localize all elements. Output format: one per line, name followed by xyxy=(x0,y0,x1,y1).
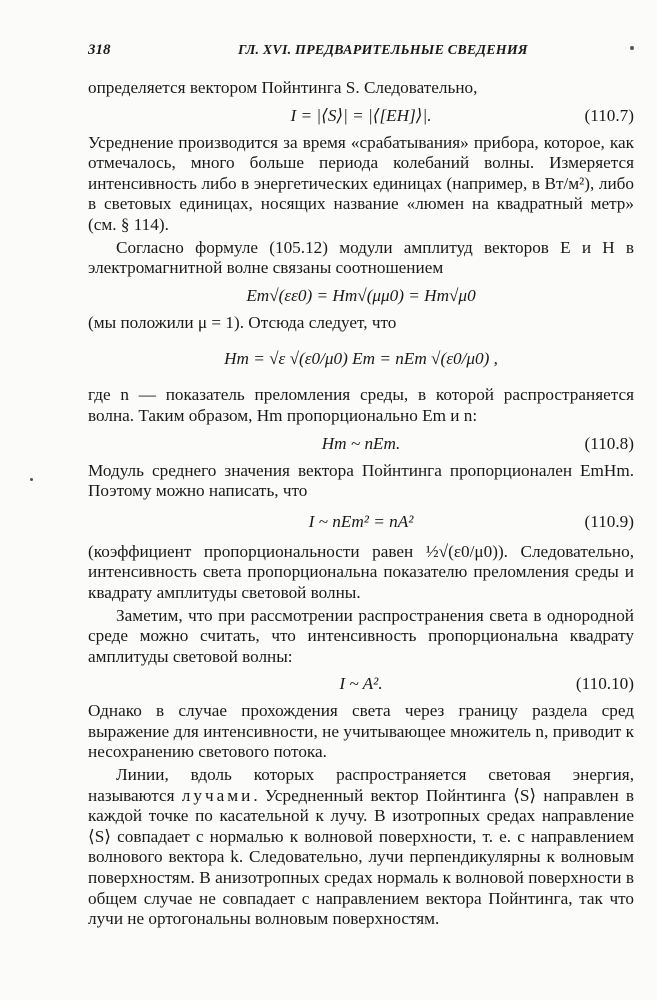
paragraph-2: Усреднение производится за время «срабатывания» прибора, которое, как отмечалось, много больше периода колебаний волны. Измеряется интенсивность либо в энергетических единицах (например, в Вт/м²), либо в световых единицах, носящих название «люмен на квадратный метр» (см. § 114). xyxy=(88,132,634,234)
paragraph-8: Заметим, что при рассмотрении распространения света в однородной среде можно считать, что интенсивность пропорциональна квадрату амплитуды световой волны: xyxy=(88,605,634,666)
scan-speck xyxy=(630,46,634,50)
equation-number: (110.7) xyxy=(584,105,634,125)
running-header xyxy=(88,38,634,64)
equation-formula: Hm = √ε √(ε0/μ0) Em = nEm √(ε0/μ0) , xyxy=(224,349,498,369)
term-rays: лучами xyxy=(181,785,254,805)
chapter-title: ГЛ. XVI. ПРЕДВАРИТЕЛЬНЫЕ СВЕДЕНИЯ xyxy=(238,43,528,58)
equation-formula: I = |⟨S⟩| = |⟨[EH]⟩|. xyxy=(290,105,432,125)
equation-formula: Hm ~ nEm. xyxy=(321,433,401,453)
equation-number: (110.8) xyxy=(584,433,634,453)
equation-110-7 xyxy=(88,99,634,133)
paragraph-7: (коэффициент пропорциональности равен ½√(ε0/μ0)). Следовательно, интенсивность света пропорциональна показателю преломления среды и квадрату амплитуды световой волны. xyxy=(88,541,634,602)
equation-number: (110.10) xyxy=(575,674,634,694)
equation-110-10 xyxy=(88,667,634,701)
page-number: 318 xyxy=(88,42,111,58)
equation-110-8 xyxy=(88,427,634,461)
paragraph-1: определяется вектором Пойнтинга S. Следовательно, xyxy=(88,78,478,97)
paragraph-10 xyxy=(88,765,634,930)
paragraph-9: Однако в случае прохождения света через границу раздела сред выражение для интенсивности, не учитывающее множитель n, приводит к несохранению светового потока. xyxy=(88,701,634,762)
equation-formula: I ~ A². xyxy=(339,674,383,694)
paragraph-4: (мы положили μ = 1). Отсюда следует, что xyxy=(88,312,397,332)
paragraph-5: где n — показатель преломления среды, в которой распространяется волна. Таким образом, Hm пропорционально Em и n: xyxy=(88,385,634,425)
book-page xyxy=(88,38,634,930)
equation-amplitudes xyxy=(88,279,634,313)
equation-hm xyxy=(88,333,634,385)
equation-formula: I ~ nEm² = nA² xyxy=(308,511,414,531)
equation-formula: Em√(εε0) = Hm√(μμ0) = Hm√μ0 xyxy=(246,285,476,305)
paragraph-3: Согласно формуле (105.12) модули амплитуд векторов E и H в электромагнитной волне связаны соотношением xyxy=(88,237,634,278)
paragraph-10-rest: . Усредненный вектор Пойнтинга ⟨S⟩ направлен в каждой точке по касательной к лучу. В изотропных средах направление ⟨S⟩ совпадает с нормалью к волновой поверхности, т. е. с направлением волнового вектора k. Следовательно, лучи перпендикулярны к волновым поверхностям. В анизотропных средах нормаль к волновой поверхности в общем случае не совпадает с направлением вектора Пойнтинга, так что лучи не ортогональны волновым поверхностям. xyxy=(88,785,634,929)
equation-number: (110.9) xyxy=(584,511,634,531)
equation-110-9 xyxy=(88,502,634,542)
paragraph-10-start: Линии, вдоль которых распространяется световая энергия, называются xyxy=(88,765,634,805)
scan-speck xyxy=(30,478,33,481)
paragraph-6: Модуль среднего значения вектора Пойнтинга пропорционален EmHm. Поэтому можно написать, что xyxy=(88,460,634,501)
